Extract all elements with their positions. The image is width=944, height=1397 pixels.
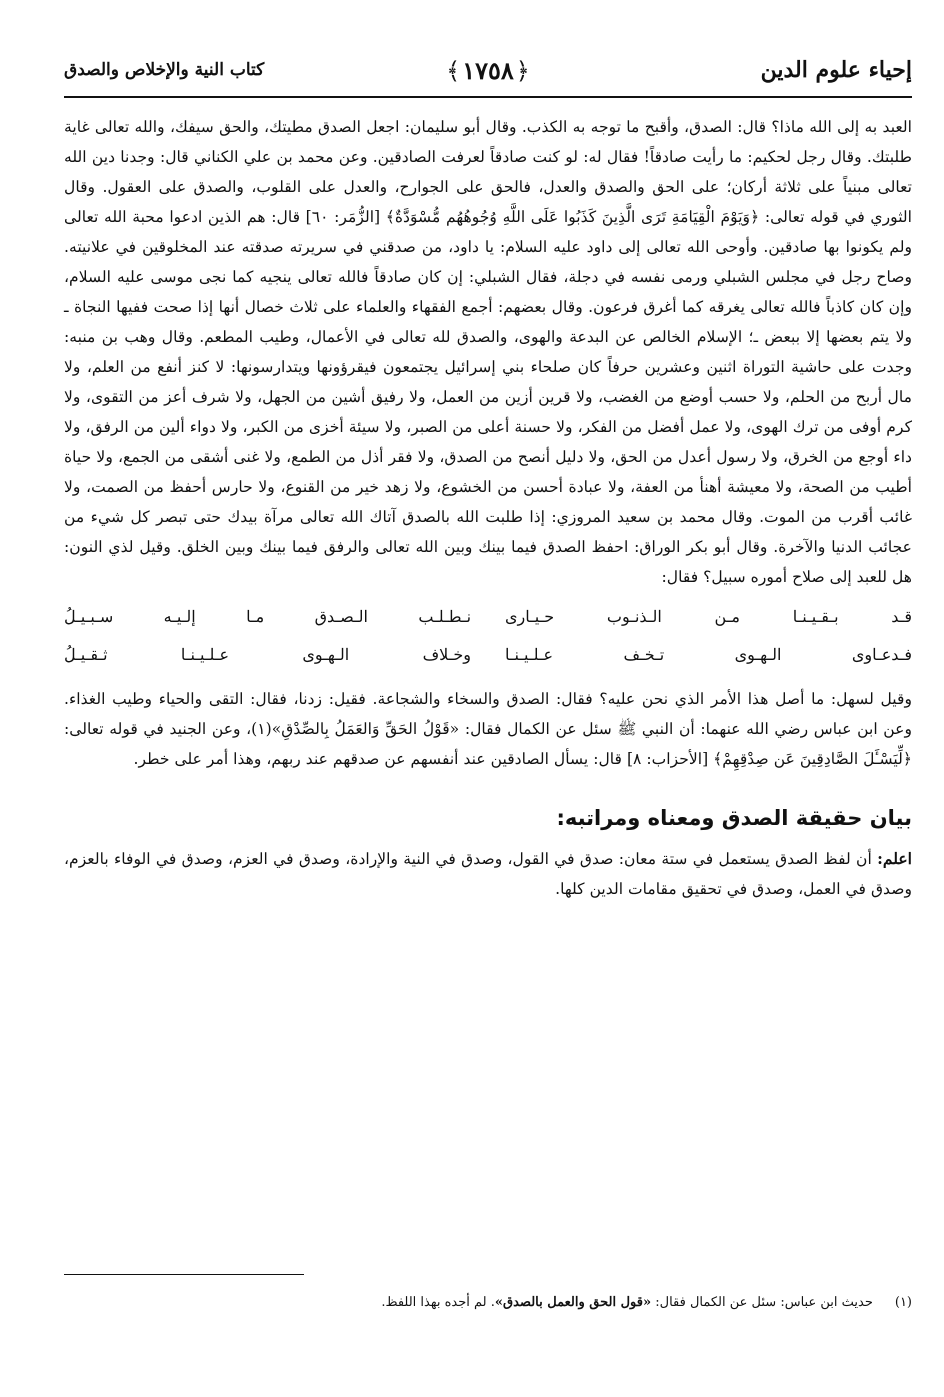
page-number-value: ١٧٥٨ xyxy=(462,55,514,85)
paragraph: وقيل لسهل: ما أصل هذا الأمر الذي نحن عليه؟ فقال: الصدق والسخاء والشجاعة. فقيل: زدنا، فقال: التقى والحياء وطيب الغذاء. وعن ابن عباس رضي الله عنهما: أن النبي ﷺ سئل عن الكمال فقال: «قَوْلُ الحَقِّ وَالعَمَلُ بِالصِّدْقِ»(١)، وعن الجنيد في قوله تعالى: ﴿لِّيَسْـَٔلَ الصَّادِقِينَ عَن صِدْقِهِمْ﴾ [الأحزاب: ٨] قال: يسأل الصادقين عند أنفسهم عن صدقهم عند ربهم، وهذا أمر على خطر. xyxy=(64,690,912,768)
chapter-title: كتاب النية والإخلاص والصدق xyxy=(64,60,265,80)
paragraph-lead-word: اعلم: xyxy=(877,849,912,868)
footnote xyxy=(64,1292,912,1314)
poem-hemistich-first: فـدعـاوى الـهـوى تـخـف عـلـيـنـا xyxy=(504,645,912,664)
paragraph xyxy=(64,844,912,904)
poem-hemistich-first: قـد بـقـيـنـا مـن الـذنـوب حـيـارى xyxy=(504,607,912,626)
section-heading: بيان حقيقة الصدق ومعناه ومراتبه: xyxy=(556,806,912,830)
main-text xyxy=(64,112,912,904)
paragraph: العبد به إلى الله ماذا؟ قال: الصدق، وأقبح ما توجه به الكذب. وقال أبو سليمان: اجعل الصدق مطيتك، والحق سيفك، والله تعالى غاية طلبتك. وقال رجل لحكيم: ما رأيت صادقاً! فقال له: لو كنت صادقاً لعرفت الصادقين. وعن محمد بن علي الكناني قال: وجدنا دين الله تعالى مبنياً على ثلاثة أركان؛ على الحق والصدق والعدل، فالحق على الجوارح، والعدل على القلوب، والصدق على العقول. وقال الثوري في قوله تعالى: ﴿وَيَوْمَ الْقِيَامَةِ تَرَى الَّذِينَ كَذَبُوا عَلَى اللَّهِ وُجُوهُهُم مُّسْوَدَّةٌ﴾ [الزُّمَر: ٦٠] قال: هم الذين ادعوا محبة الله تعالى ولم يكونوا بها صادقين. وأوحى الله تعالى إلى داود عليه السلام: يا داود، من صدقني في سريرته صدقته عند المخلوقين في علانيته. وصاح رجل في مجلس الشبلي ورمى نفسه في دجلة، فقال الشبلي: إن كان صادقاً فالله تعالى ينجيه كما نجى موسى عليه السلام، وإن كان كاذباً فالله تعالى يغرقه كما أغرق فرعون. وقال بعضهم: أجمع الفقهاء والعلماء على ثلاث خصال أنها إذا صحت ففيها النجاة ـ ولا يتم بعضها إلا ببعض ـ؛ الإسلام الخالص عن البدعة والهوى، والصدق لله تعالى في الأعمال، وطيب المطعم. وقال وهب بن منبه: وجدت على حاشية التوراة اثنين وعشرين حرفاً كان صلحاء بني إسرائيل يجتمعون فيقرؤونها ويتدارسونها: لا كنز أنفع من العلم، ولا مال أربح من الحلم، ولا حسب أوضع من الغضب، ولا قرين أزين من العمل، ولا رفيق أشين من الجهل، ولا شرف أعز من التقوى، ولا كرم أوفى من ترك الهوى، ولا عمل أفضل من الفكر، ولا حسنة أعلى من الصبر، ولا سيئة أخزى من الكبر، ولا دواء ألين من الرفق، ولا داء أوجع من الخرق، ولا رسول أعدل من الحق، ولا دليل أنصح من الصدق، ولا فقر أذل من الطمع، ولا غنى أشقى من الجمع، ولا حياة أطيب من الصحة، ولا معيشة أهنأ من العفة، ولا عبادة أحسن من الخشوع، ولا زهد خير من القنوع، ولا حارس أحفظ من الصمت، ولا غائب أقرب من الموت. وقال محمد بن سعيد المروزي: إذا طلبت الله بالصدق آتاك الله تعالى مرآة بيدك حتى تبصر كل شيء من عجائب الدنيا والآخرة. وقال أبو بكر الوراق: احفظ الصدق فيما بينك وبين الله تعالى والرفق فيما بينك وبين الخلق. وقيل لذي النون: هل للعبد إلى صلاح أموره سبيل؟ فقال: xyxy=(64,118,913,586)
footnote-quote: «قول الحق والعمل بالصدق» xyxy=(494,1295,652,1310)
book-title: إحياء علوم الدين xyxy=(760,57,912,83)
running-header xyxy=(64,44,912,98)
footnote-text-before: حديث ابن عباس: سئل عن الكمال فقال: xyxy=(651,1295,873,1310)
poem-verse xyxy=(64,598,912,636)
footnote-number: (١) xyxy=(894,1295,912,1310)
page-number-brace-close: ﴾ xyxy=(446,56,461,85)
poem-hemistich-second: وخـلاف الـهـوى عـلـيـنـا ثـقـيـلُ xyxy=(64,645,472,664)
footnote-text-after: . لم أجده بهذا اللفظ. xyxy=(381,1295,495,1310)
paragraph-body: أن لفظ الصدق يستعمل في ستة معان: صدق في القول، وصدق في النية والإرادة، وصدق في العزم، وصدق في الوفاء بالعزم، وصدق في العمل، وصدق في تحقيق مقامات الدين كلها. xyxy=(64,850,912,898)
footnote-divider xyxy=(64,1274,304,1275)
poem-hemistich-second: نـطـلـب الـصـدق مـا إلـيـه سـبـيـلُ xyxy=(64,607,472,626)
poem-verse xyxy=(64,636,912,674)
page-number-brace-open: ﴿ xyxy=(515,56,530,85)
page-number xyxy=(444,56,532,85)
poem xyxy=(64,598,912,674)
book-page xyxy=(64,44,912,1357)
